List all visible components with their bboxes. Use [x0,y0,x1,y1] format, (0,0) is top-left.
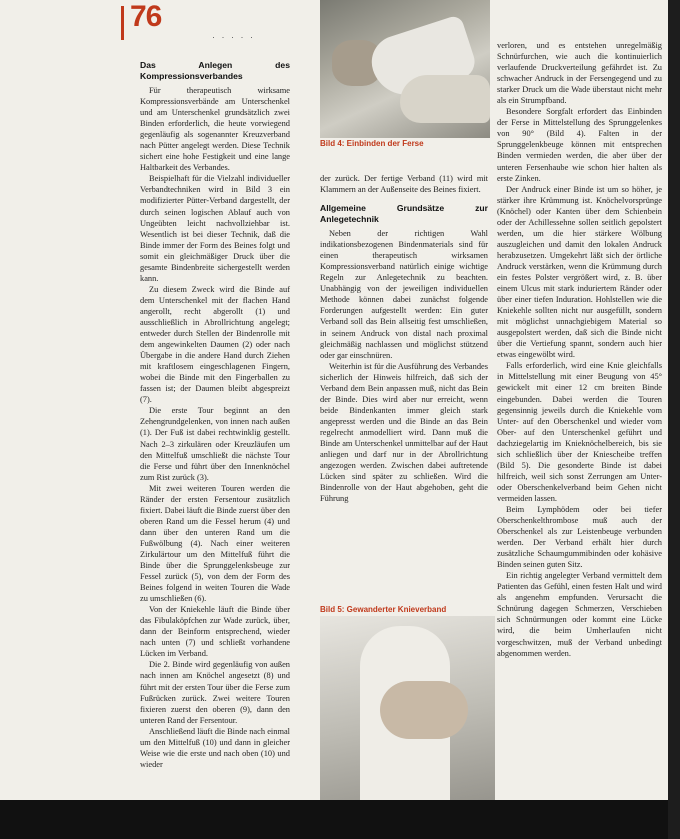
paragraph: Falls erforderlich, wird eine Knie gleichfalls in Mittelstellung mit einer Beugung von 45° gewickelt mit einer 12 cm breiten Binde eingebunden. Dabei werden die Touren gegensinnig jeweils durch die Kniekehle vom Unter- auf den Oberschenkel und wieder vom Ober- auf den Unterschenkel geführt und dachziegelartig im Knieknöchelbereich, bis sie sich schließlich über der Kniescheibe treffen (Bild 5). Die gesonderte Binde ist dabei hilfreich, weil sich sonst Zerrungen am Unter- oder Oberschenkelverband beim Gehen nicht vermeiden lassen. [497,361,662,503]
paragraph: Beim Lymphödem oder bei tiefer Oberschenkelthrombose muß auch der Oberschenkel als zur Leistenbeuge verbunden werden. Der Verband erhält hier durch zusätzliche Schaumgummibinden oder kohäsive Binden seinen guten Sitz. [497,504,662,570]
paragraph: Die erste Tour beginnt an den Zehengrundgelenken, von innen nach außen (1). Der Fuß ist dabei rechtwinklig gestellt. Nach 2–3 zirkulären oder Kreuzläufen um den Mittelfuß umschließt die nächste Tour die Ferse und führt über den Innenknöchel zum Rist zurück (3). [140,406,290,482]
paragraph: Mit zwei weiteren Touren werden die Ränder der ersten Fersentour zusätzlich fixiert. Dabei läuft die Binde zuerst über den oberen Rand um die Fessel herum (4) und dann über den unteren Rand um die Fußwölbung (4). Nach einer weiteren Zirkulärtour um den Mittelfuß führt die Binde über die Sprunggelenksbeuge zur Fessel zurück (5), von dem der Form des Beines folgend in weiten Touren die Wade zu umschließen (6). [140,483,290,604]
photo-caption: Bild 4: Einbinden der Ferse [320,139,424,148]
page-number: 76 [130,0,162,33]
paragraph: der zurück. Der fertige Verband (11) wird mit Klammern an der Außenseite des Beines fixiert. [320,174,488,195]
scan-right-edge [668,0,680,839]
paragraph: Die 2. Binde wird gegenläufig von außen nach innen am Knöchel angesetzt (8) und führt mit der ersten Tour über die Ferse zum Fußrücken zurück. Zwei weitere Touren fixieren zuerst den oberen (9), dann den unteren Rand der Fersentour. [140,660,290,725]
section-title: Das Anlegen des Kompressionsverbandes [140,60,290,81]
paragraph: Weiterhin ist für die Ausführung des Verbandes sicherlich der Hinweis hilfreich, daß sich der Verband dem Bein anpassen muß, nicht das Bein der Binde. Dies wird aber nur erreicht, wenn beide Bindenkanten immer gleich stark angepresst werden und die Binde an das Bein regelrecht anmodelliert wird. Dann muß die Binde am Unterschenkel unmittelbar auf der Haut anliegen und darf nur in der Abrollrichtung angezogen werden. Zwischen dabei auftretende Lücken sind später zu schließen. Wird die Bindenrolle von der Haut abgehoben, geht die Führung [320,361,488,504]
column-1 [140,60,290,770]
column-3 [497,40,662,659]
paragraph: Der Andruck einer Binde ist um so höher, je stärker ihre Krümmung ist. Knöchelvorsprünge (Knöchel) oder Kanten über dem Schienbein oder der Achillessehne sollen seitlich gepolstert werden, um die hier stärkere Wölbung auszugleichen und damit den lokalen Andruck herabzusetzen. Umgekehrt läßt sich der örtliche Andruck verstärken, wenn die Krümmung durch ein festes Polster vergrößert wird, z. B. über einem Ulcus mit stark induriertem Ränder oder über einer tiefen Induration. Hohlstellen wie die Kniekehle sollten nicht nur ausgefüllt, sondern mit möglichst unnachgiebigem Material so ausgepolstert werden, daß sich die Binde nicht über die Vertiefung spannt, sondern auch hier etwas eingewölbt wird. [497,184,662,360]
paragraph: Für therapeutisch wirksame Kompressionsverbände am Unterschenkel und am Unterschenkel grundsätzlich zwei Binden erforderlich, die heute vorwiegend gegenläufig als sogenannter Kreuzverband nach Pütter angelegt werden. Diese Technik sichert eine hohe Festigkeit und eine lange Haltbarkeit des Verbandes. [140,86,290,173]
paragraph: Ein richtig angelegter Verband vermittelt dem Patienten das Gefühl, einen festen Halt und wird als angenehm empfunden. Verursacht die Schnürung dagegen Schmerzen, Verschieben sich Schnürmungen oder kommt eine Lücke wird, die beim Umherlaufen nicht vorgeschwitzen, muß der Verband unbedingt abgenommen werden. [497,571,662,658]
paragraph: Besondere Sorgfalt erfordert das Einbinden der Ferse in Mittelstellung des Sprunggelenkes von 90° (Bild 4). Falten in der Sprunggelenkbeuge können mit entsprechen Binden vermieden werden, die aber über der unteren Fersenhaube wie schon hier halten als erste Zinken. [497,107,662,183]
hand-shape [380,681,468,739]
paragraph: verloren, und es entstehen unregelmäßig Schnürfurchen, wie auch die kontinuierlich verlaufende Druckverteilung gefährdet ist. Zu schwacher Andruck in der Fersengegend und zu starker Druck um die Wade überstaut nicht mehr als ein Strumpfband. [497,41,662,106]
photo-knee-bandage [320,616,495,828]
paragraph: Neben der richtigen Wahl indikationsbezogenen Bindenmaterials sind für einen therapeutisch wirksamen Kompressionsverband natürlich einige wichtige Regeln zur Anlegetechnik zu beachten. Unabhängig von der jeweiligen individuellen Methode können dabei zunächst folgende Forderungen aufgestellt werden: Ein guter Verband soll das Bein allseitig fest umschließen, in seinem Andruck von distal nach proximal gleichmäßig nachlassen und möglichst stützend oder gar einschnüren. [320,229,488,360]
column-2 [320,173,488,504]
photo-caption: Bild 5: Gewanderter Knieverband [320,605,447,614]
scan-bottom-edge [0,800,668,839]
foot-shape [400,75,490,123]
paragraph: Anschließend läuft die Binde nach einmal um den Mittelfuß (10) und dann in gleicher Weise wie die erste und nach oben (10) und wieder [140,726,290,769]
paragraph: Beispielhaft für die Vielzahl individueller Verbandtechniken wird in Bild 3 ein modifizierter Pütter-Verband dargestellt, der durch seinen logischen Ablauf auch von Ungeübten leicht nachvollziehbar ist. Wesentlich ist bei dieser Technik, daß die Binde immer der Form des Beines folgt und somit ein gleichmäßiger Druck über die gesamte Bindenbreite sichergestellt werden kann. [140,174,290,283]
photo-heel-bandaging [320,0,490,138]
subsection-title: Allgemeine Grundsätze zur Anlegetechnik [320,203,488,225]
header-rule [121,6,124,40]
running-header: · · · · · [212,32,255,42]
paragraph: Zu diesem Zweck wird die Binde auf dem Unterschenkel mit der flachen Hand angerollt, recht abgerollt (1) und ausschließlich in Abrollrichtung angelegt; entweder durch Stellen der Bindenrolle mit dem angewinkelten Daumen (2) oder nach Übergabe in die andere Hand durch Ziehen mit kraftlosem eingeschlagenen Fingern, wobei die Binde mit den Fingerballen zu fassen ist; der Daumen bleibt abgespreizt (7). [140,284,290,405]
paragraph: Von der Kniekehle läuft die Binde über das Fibulaköpfchen zur Wade zurück, über, dann der Beinform entsprechend, wieder nach unten (7) und schließt vorhandene Lücken im Verband. [140,605,290,659]
